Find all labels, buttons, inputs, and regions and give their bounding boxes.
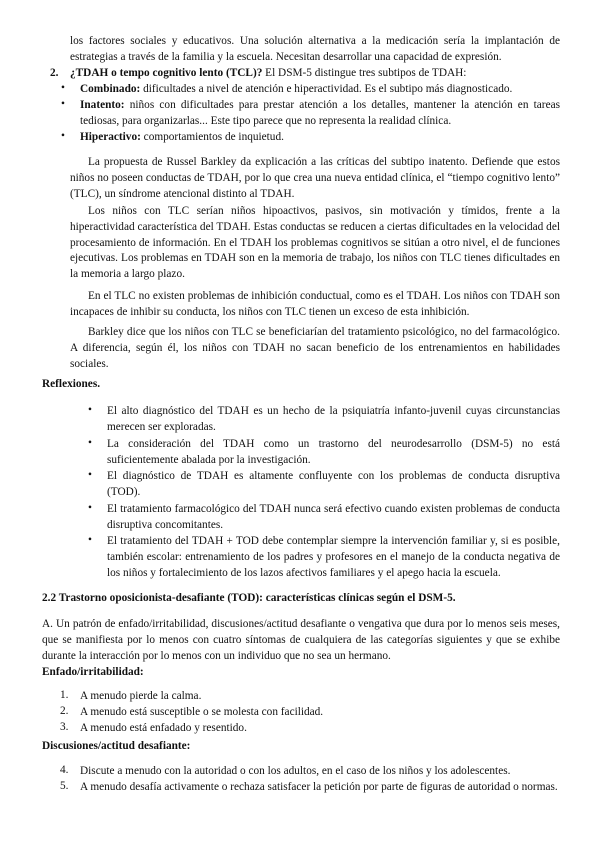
reflexiones-heading: Reflexiones.: [42, 378, 101, 390]
subtype-hiperactivo: [80, 130, 560, 146]
list-number: 5.: [60, 780, 69, 792]
paragraph-inhibition: En el TLC no existen problemas de inhibición conductual, como es el TDAH. Los niños con TDAH son incapaces de inhibir su conducta, los niños con TLC tienen un exceso de esta inhibición.: [70, 290, 560, 318]
subtype-label: Hiperactivo:: [80, 131, 141, 143]
section-2-2-title: 2.2 Trastorno oposicionista-desafiante (TOD): características clínicas según el DSM-5.: [42, 592, 456, 604]
item-2-number: 2.: [50, 67, 59, 79]
subtype-label: Combinado:: [80, 83, 141, 95]
list-number: 1.: [60, 689, 69, 701]
reflexion-item: El alto diagnóstico del TDAH es un hecho de la psiquiatría infanto-juvenil cuyas circunstancias merecen ser exploradas.: [107, 405, 560, 433]
item-2-text: El DSM-5 distingue tres subtipos de TDAH:: [262, 67, 467, 79]
subtype-inatento: [80, 98, 560, 130]
criterion-a: A. Un patrón de enfado/irritabilidad, discusiones/actitud desafiante o vengativa que dura por lo menos seis meses, que se manifiesta por lo menos con cuatro síntomas de cualquiera de las categorías siguientes y que se exhibe durante la interacción por lo menos con un individuo que no sea un hermano.: [42, 618, 560, 662]
subtype-label: Inatento:: [80, 99, 125, 111]
enfado-heading: Enfado/irritabilidad:: [42, 666, 144, 678]
bullet: •: [88, 469, 92, 481]
bullet: •: [88, 502, 92, 514]
item-2-title: ¿TDAH o tempo cognitivo lento (TCL)?: [70, 67, 263, 79]
reflexion-item: El diagnóstico de TDAH es altamente confluyente con los problemas de conducta disruptiva (TOD).: [107, 470, 560, 498]
bullet: •: [61, 130, 65, 142]
paragraph-treatment: Barkley dice que los niños con TLC se beneficiarían del tratamiento psicológico, no del farmacológico. A diferencia, según él, los niños con TDAH no sacan beneficio de los entrenamientos en habilidades sociales.: [70, 326, 560, 370]
item-2-heading: [50, 66, 560, 82]
subtype-text: dificultades a nivel de atención e hiperactividad. Es el subtipo más diagnosticado.: [140, 83, 513, 95]
bullet: •: [61, 98, 65, 110]
bullet: •: [88, 437, 92, 449]
symptom-item: A menudo está enfadado y resentido.: [80, 722, 247, 734]
intro-paragraph: los factores sociales y educativos. Una solución alternativa a la medicación sería la implantación de estrategias a través de la familia y la escuela. Necesitan desarrollar una capacidad de expresión.: [70, 35, 560, 63]
bullet: •: [88, 534, 92, 546]
list-number: 2.: [60, 705, 69, 717]
reflexion-item: La consideración del TDAH como un trastorno del neurodesarrollo (DSM-5) no está suficientemente abalada por la investigación.: [107, 438, 560, 466]
bullet: •: [61, 82, 65, 94]
subtype-text: niños con dificultades para prestar atención a los detalles, mantener la atención en tareas tediosas, para organizarlas... Este tipo parece que no representa la realidad clínica.: [80, 99, 560, 127]
list-number: 4.: [60, 764, 69, 776]
symptom-item: A menudo pierde la calma.: [80, 690, 202, 702]
discusiones-heading: Discusiones/actitud desafiante:: [42, 740, 191, 752]
list-number: 3.: [60, 721, 69, 733]
subtype-combinado: [80, 82, 560, 98]
paragraph-barkley-proposal: La propuesta de Russel Barkley da explicación a las críticas del subtipo inatento. Defiende que estos niños no poseen conductas de TDAH, por lo que crea una nueva entidad clínica, el “tiempo cognitivo lento” (TLC), un síndrome atencional distinto al TDAH.: [70, 156, 560, 200]
symptom-item: Discute a menudo con la autoridad o con los adultos, en el caso de los niños y los adolescentes.: [80, 765, 511, 777]
reflexion-item: El tratamiento del TDAH + TOD debe contemplar siempre la intervención familiar y, si es posible, también escolar: entrenamiento de los padres y profesores en el manejo de la conducta negativa de los niños y fortalecimiento de los lazos afectivos familiares y el apego hacia la escuela.: [107, 535, 560, 579]
reflexion-item: El tratamiento farmacológico del TDAH nunca será efectivo cuando existen problemas de conducta disruptiva concomitantes.: [107, 503, 560, 531]
subtype-text: comportamientos de inquietud.: [140, 131, 284, 143]
paragraph-tlc-description: Los niños con TLC serían niños hipoactivos, pasivos, sin motivación y tímidos, frente a la hiperactividad característica del TDAH. Estas conductas se reducen a ciertas dificultades en la velocidad del procesamiento de información. En el TDAH los problemas cognitivos se sitúan a otro nivel, el de funciones ejecutivas. Los problemas en TDAH son en la memoria de trabajo, los niños con TLC tienes dificultades en la memoria a largo plazo.: [70, 205, 560, 281]
symptom-item: A menudo desafía activamente o rechaza satisfacer la petición por parte de figuras de autoridad o normas.: [80, 781, 558, 793]
symptom-item: A menudo está susceptible o se molesta con facilidad.: [80, 706, 324, 718]
bullet: •: [88, 404, 92, 416]
